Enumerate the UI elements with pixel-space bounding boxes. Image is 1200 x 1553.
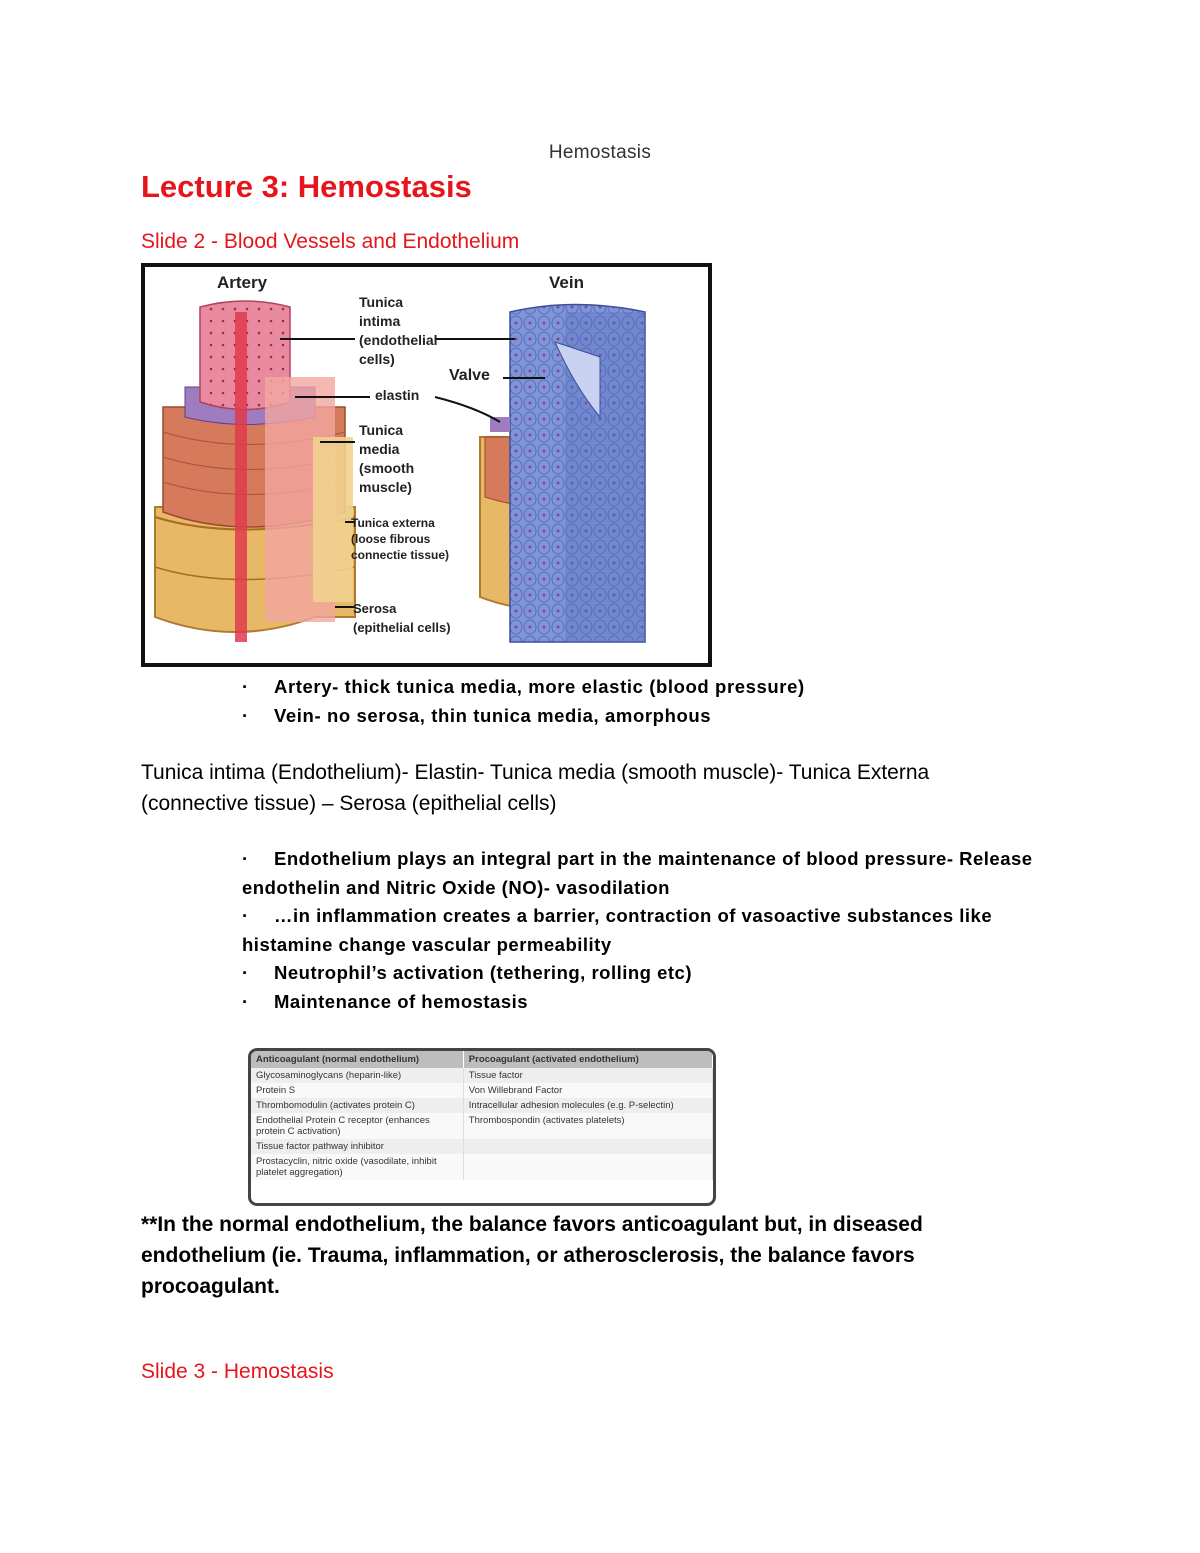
artery-vein-figure [141, 263, 712, 667]
tunica-externa-label: Tunica externa (loose fibrous connectie tissue) [351, 516, 450, 562]
table-row: Tissue factor pathway inhibitor [251, 1139, 713, 1154]
tunica-intima-label: Tunica intima (endothelial cells) [359, 294, 438, 367]
list-item: · Vein- no serosa, thin tunica media, amorphous [242, 704, 712, 726]
artery-label: Artery [217, 273, 268, 292]
list-item: · Artery- thick tunica media, more elastic (blood pressure) [242, 676, 805, 697]
list-item: · Neutrophil’s activation (tethering, rolling etc) [242, 962, 693, 983]
vein-label: Vein [549, 273, 584, 292]
table-row: Endothelial Protein C receptor (enhances protein C activation) Thrombospondin (activates platelets) [251, 1113, 713, 1139]
table-row: Prostacyclin, nitric oxide (vasodilate, inhibit platelet aggregation) [251, 1154, 713, 1180]
table-header: Procoagulant (activated endothelium) [463, 1051, 712, 1068]
endothelium-functions-list [242, 845, 1042, 1016]
slide3-heading: Slide 3 - Hemostasis [141, 1360, 334, 1383]
valve-label: Valve [449, 367, 490, 384]
table-header: Anticoagulant (normal endothelium) [251, 1051, 463, 1068]
page-title: Lecture 3: Hemostasis [141, 169, 472, 204]
list-item: · …in inflammation creates a barrier, contraction of vasoactive substances like histamine change vascular permeability [242, 905, 993, 955]
list-item: · Maintenance of hemostasis [242, 990, 529, 1012]
layers-paragraph: Tunica intima (Endothelium)- Elastin- Tunica media (smooth muscle)- Tunica Externa (connective tissue) – Serosa (epithelial cells) [141, 761, 930, 815]
serosa-label: Serosa (epithelial cells) [353, 601, 451, 635]
tunica-media-label: Tunica media (smooth muscle) [359, 422, 415, 495]
list-item: · Endothelium plays an integral part in the maintenance of blood pressure- Release endothelin and Nitric Oxide (NO)- vasodilation [242, 848, 1033, 898]
slide2-heading: Slide 2 - Blood Vessels and Endothelium [141, 230, 520, 253]
coagulant-table [248, 1048, 716, 1206]
running-header: Hemostasis [548, 142, 652, 163]
balance-note: **In the normal endothelium, the balance favors anticoagulant but, in diseased endothelium (ie. Trauma, inflammation, or atherosclerosis, the balance favors procoagulant. [141, 1213, 923, 1298]
table-row: Glycosaminoglycans (heparin-like) Tissue factor [251, 1068, 713, 1083]
vessel-comparison-list [242, 673, 805, 730]
table-row: Protein S Von Willebrand Factor [251, 1083, 713, 1098]
elastin-label: elastin [375, 387, 420, 403]
table-row: Thrombomodulin (activates protein C) Intracellular adhesion molecules (e.g. P-selectin) [251, 1098, 713, 1113]
